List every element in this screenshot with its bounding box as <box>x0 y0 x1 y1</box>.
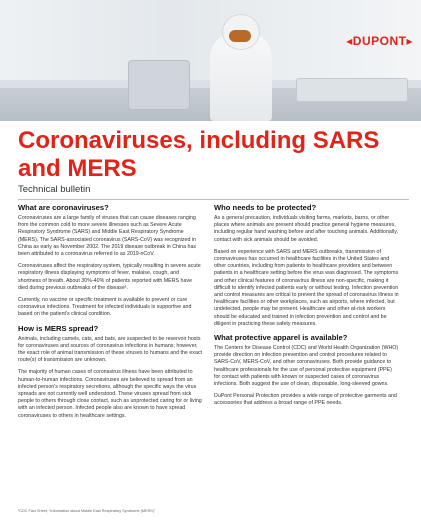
hospital-bed <box>296 78 408 102</box>
paragraph: Animals, including camels, cats, and bats, are suspected to be reservoir hosts for coronaviruses and sources of coronavirus infections in humans; however, the exact role of animal transmission of these viruses to humans and the exact route(s) of transmission are unknown. <box>18 335 203 364</box>
hero-photo <box>0 0 421 121</box>
paragraph: The majority of human cases of coronavirus illness have been attributed to human-to-human infections. Coronaviruses are believed to spread from an infected person's respiratory secretions, although the specific ways the virus spreads are not currently well understood. These viruses spread from sick people to others through close contact, such as unprotected caring for or living with an infected person. Infected people also are known to have spread coronaviruses to others in healthcare settings. <box>18 369 202 419</box>
page-subtitle: Technical bulletin <box>18 184 91 195</box>
section-heading-spread: How is MERS spread? <box>18 323 99 333</box>
paragraph: As a general precaution, individuals visiting farms, markets, barns, or other places where animals are present should practice general hygiene measures, including regular hand washing before and after touching animals. Additionally, contact with sick animals should be avoided. <box>214 215 398 243</box>
paragraph: The Centers for Disease Control (CDC) and World Health Organization (WHO) provide direction on infection prevention and control procedures related to SARS-CoV, MERS-CoV, and other coronaviruses. Both provide guidance to healthcare professionals for the use of personal protective equipment (PPE) for contact with patients with known or suspected cases of coronavirus infections. Both suggest the use of clean, disposable, long-sleeved gowns. <box>214 345 399 388</box>
respirator-mask <box>229 30 251 42</box>
section-heading-apparel: What protective apparel is available? <box>214 333 348 343</box>
paragraph: Currently, no vaccine or specific treatment is available to prevent or cure coronavirus infections. Treatment for infected individuals is supportive and based on the patient's clinical condition. <box>18 297 192 318</box>
section-heading-protection: Who needs to be protected? <box>214 203 317 212</box>
page-title: Coronaviruses, including SARS and MERS <box>18 127 380 182</box>
footnote: ¹CDC Fact Sheet, “Information about Middle East Respiratory Syndrome (MERS)” <box>18 509 156 513</box>
dupont-logo: ◂DUPONT▸ <box>346 34 413 48</box>
medical-equipment <box>128 60 190 110</box>
paragraph: Based on experience with SARS and MERS outbreaks, transmission of coronaviruses has occurred in healthcare facilities in the United States and other countries, including from patients to healthcare providers and between patients in a healthcare setting before the virus was diagnosed. The symptoms and other clinical features of coronavirus illness are non-specific, making it difficult to identify infected patients early or without testing. Infection prevention and control measures are critical to prevent the spread of coronavirus illness in healthcare facilities or other workplaces, such as airports, where infected, but undetected, people may be present. Healthcare and other at-risk workers should be educated and trained in infection prevention and control and be diligent in practicing these safety measures. <box>214 248 399 327</box>
paragraph: Coronaviruses affect the respiratory system, typically resulting in severe acute respiratory illness displaying symptoms of fever, malaise, cough, and shortness of breath. About 30%-40% of patients reported with MERS have died during previous outbreaks of the disease¹. <box>18 263 201 291</box>
paragraph: Coronaviruses are a large family of viruses that can cause diseases ranging from the common cold to more severe illnesses such as Severe Acute Respiratory Syndrome (SARS) and Middle East Respiratory Syndrome (MERS). The SARS-associated coronavirus (SARS-CoV) was recognized in China as early as November 2002. The 2019 disease outbreak in China has been attributed to a coronavirus referred to as 2019-nCoV. <box>18 215 197 258</box>
left-column <box>18 203 203 425</box>
divider <box>18 199 409 200</box>
paragraph: DuPont Personal Protection provides a wide range of protective garments and accessories that address a broad range of PPE needs. <box>214 393 397 407</box>
right-column <box>214 203 399 413</box>
section-heading-coronaviruses: What are coronaviruses? <box>18 203 109 212</box>
